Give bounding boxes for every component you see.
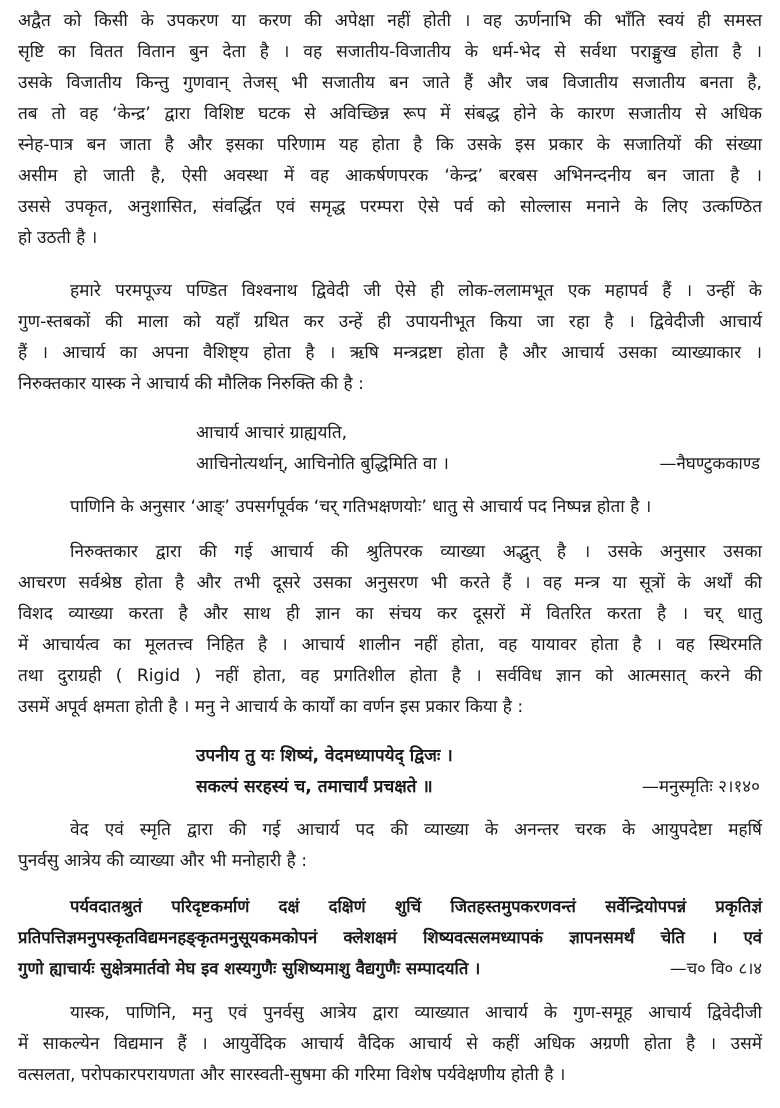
text-line: अद्वैत को किसी के उपकरण या करण की अपेक्षा नहीं होती । वह ऊर्णनाभि की भाँति स्वयं ही समस्त [18, 11, 762, 31]
paragraph-3 [18, 492, 762, 523]
verse-line: आचार्य आचारं ग्राह्ययति, [196, 423, 348, 443]
text-line: हमारे परमपूज्य पण्डित विश्वनाथ द्विवेदी जी ऐसे ही लोक-ललामभूत एक महापर्व हैं । उन्हीं के [70, 281, 762, 301]
text-line: निरुक्तकार द्वारा की गई आचार्य की श्रुतिपरक व्याख्या अद्भुत् है । उसके अनुसार उसका [70, 542, 762, 562]
text-line: सृष्टि का वितत वितान बुन देता है । वह सजातीय-विजातीय के धर्म-भेद से सर्वथा पराङ्मुख होता है । [18, 42, 762, 62]
verse-source: —नैघण्टुककाण्ड [659, 454, 760, 474]
text-line: विशद व्याख्या करता है और साथ ही ज्ञान का संचय कर दूसरों में वितरित करता है । चर् धातु [18, 604, 762, 624]
verse-line: आचिनोत्यर्थान्, आचिनोति बुद्धिमिति वा । [196, 454, 449, 474]
paragraph-6 [18, 998, 762, 1091]
quote-line-with-source [18, 953, 762, 984]
text-line: उसमें अपूर्व क्षमता होती है । मनु ने आचार्य के कार्यों का वर्णन इस प्रकार किया है : [18, 697, 524, 717]
paragraph-4 [18, 537, 762, 723]
text-line: उससे उपकृत, अनुशासित, संवर्द्धित एवं समृद्ध परम्परा ऐसे पर्व को सोल्लास मनाने के लिए उत्कण्ठित [18, 197, 762, 217]
text-line: में साकल्येन विद्यमान हैं । आयुर्वेदिक आचार्य वैदिक आचार्य से कहीं अधिक अग्रणी होता है । उसमें [18, 1034, 762, 1054]
quote-line: प्रतिपत्तिज्ञमनुपस्कृतविद्यमनहङ्कृतमनुसूयकमकोपनं क्लेशक्षमं शिष्यवत्सलमध्यापकं ज्ञापनसमर्थं चेति । एवं [18, 928, 762, 947]
text-line: निरुक्तकार यास्क ने आचार्य की मौलिक निरुक्ति की है : [18, 374, 364, 394]
text-line: हो उठती है । [18, 228, 98, 248]
verse-line: उपनीय तु यः शिष्यं, वेदमध्यापयेद् द्विजः । [196, 746, 453, 766]
text-line: आचरण सर्वश्रेष्ठ होता है और तभी दूसरे उसका अनुसरण भी करते हैं । वह मन्त्र या सूत्रों के अर्थों की [18, 573, 762, 593]
verse-quote-2 [18, 741, 762, 803]
paragraph-5 [18, 815, 762, 877]
text-line: तथा दुराग्रही ( Rigid ) नहीं होता, वह प्रगतिशील होता है । सर्वविध ज्ञान को आत्मसात् करने की [18, 666, 762, 686]
quote-line: पर्यवदातश्रुतं परिदृष्टकर्माणं दक्षं दक्षिणं शुचिं जितहस्तमुपकरणवन्तं सर्वेन्द्रियोपपन्नं प्रकृतिज्ञं [70, 897, 762, 916]
text-line: में आचार्यत्व का मूलतत्त्व निहित है । आचार्य शालीन नहीं होता, वह यायावर होता है । वह स्थिरमति [18, 635, 762, 655]
text-line: उसके विजातीय किन्तु गुणवान् तेजस् भी सजातीय बन जाते हैं और जब विजातीय सजातीय बनता है, [18, 73, 762, 93]
verse-line: सकल्पं सरहस्यं च, तमाचार्यं प्रचक्षते ॥ [196, 777, 433, 797]
text-line: तब तो वह ‘केन्द्र’ द्वारा विशिष्ट घटक से अविच्छिन्न रूप में संबद्ध होने के कारण सजातीय से अधिक [18, 104, 762, 124]
paragraph-1 [18, 6, 762, 254]
sanskrit-quote [18, 891, 762, 984]
text-line: वत्सलता, परोपकारपरायणता और सारस्वती-सुषमा की गरिमा विशेष पर्यवेक्षणीय होती है । [18, 1065, 566, 1085]
verse-source: —मनुस्मृतिः २।१४० [641, 777, 760, 797]
text-line: पाणिनि के अनुसार ‘आङ्’ उपसर्गपूर्वक ‘चर् गतिभक्षणयोः’ धातु से आचार्य पद निष्पन्न होता है । [70, 497, 652, 517]
quote-source: —च० वि० ८।४ [669, 959, 762, 978]
text-line: गुण-स्तबकों की माला को यहाँ ग्रथित कर उन्हें ही उपायनीभूत किया जा रहा है । द्विवेदीजी आचार्य [18, 312, 762, 332]
text-line: वेद एवं स्मृति द्वारा की गई आचार्य पद की व्याख्या के अनन्तर चरक के आयुपदेष्टा महर्षि [70, 820, 762, 840]
paragraph-2 [18, 276, 762, 400]
text-line: असीम हो जाती है, ऐसी अवस्था में वह आकर्षणपरक ‘केन्द्र’ बरबस अभिनन्दनीय बन जाता है । [18, 166, 762, 186]
text-line: यास्क, पाणिनि, मनु एवं पुनर्वसु आत्रेय द्वारा व्याख्यात आचार्य के गुण-समूह आचार्य द्विवेदीजी [70, 1003, 762, 1023]
verse-quote-1 [18, 418, 762, 480]
quote-line: गुणो ह्याचार्यः सुक्षेत्रमार्तवो मेघ इव शस्यगुणैः सुशिष्यमाशु वैद्यगुणैः सम्पादयति । [18, 959, 481, 978]
text-line: पुनर्वसु आत्रेय की व्याख्या और भी मनोहारी है : [18, 851, 308, 871]
text-line: स्नेह-पात्र बन जाता है और इसका परिणाम यह होता है कि उसके इस प्रकार के सजातियों की संख्या [18, 135, 762, 155]
text-line: हैं । आचार्य का अपना वैशिष्ट्य होता है । ऋषि मन्त्रद्रष्टा होता है और आचार्य उसका व्याख्याकार । [18, 343, 762, 363]
